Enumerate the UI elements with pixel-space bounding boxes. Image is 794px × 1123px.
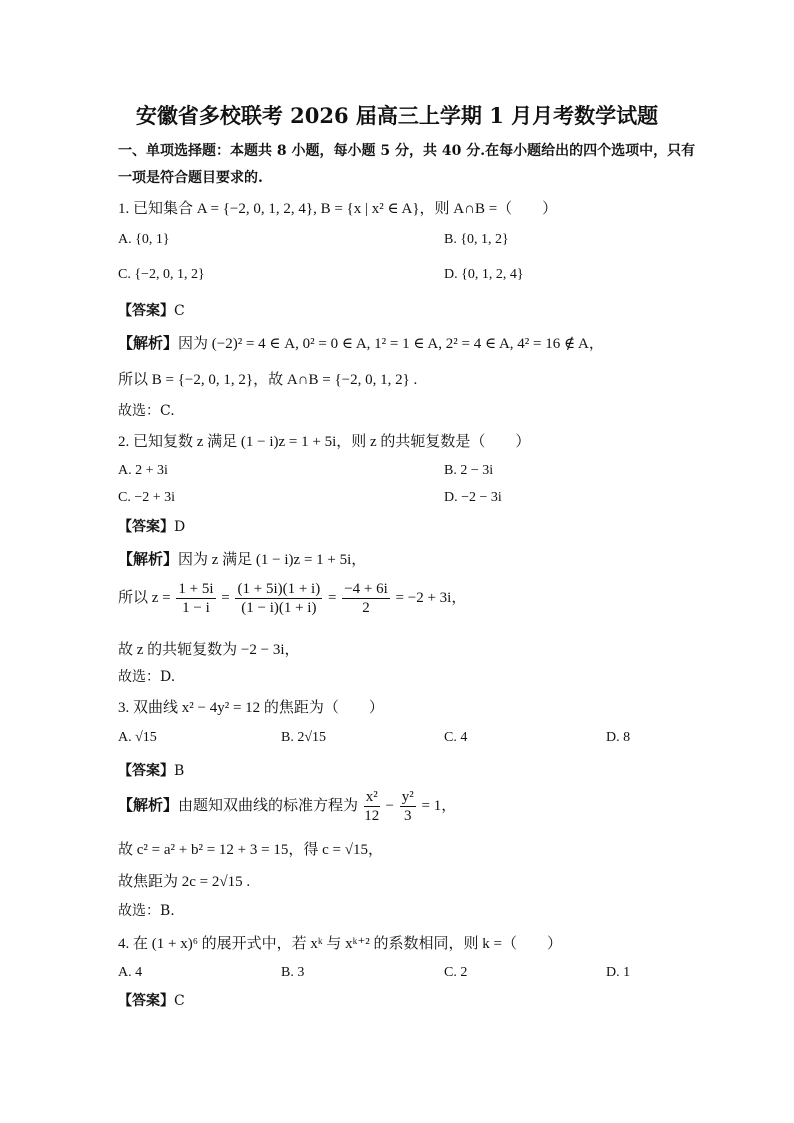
q1-option-d: D. {0, 1, 2, 4}	[444, 267, 524, 282]
section-heading-line1: 一、单项选择题：本题共 8 小题，每小题 5 分，共 40 分.在每小题给出的四个选项中，只有	[118, 143, 696, 159]
q3-answer	[118, 760, 184, 780]
answer-tag: 【答案】	[118, 519, 174, 535]
q2-analysis-1: 【解析】因为 z 满足 (1 − i)z = 1 + 5i，	[118, 552, 367, 568]
q1-analysis-1: 【解析】因为 (−2)² = 4 ∈ A, 0² = 0 ∈ A, 1² = 1 ∈ A, 2² = 4 ∈ A, 4² = 16 ∉ A，	[118, 336, 604, 352]
q3-option-d: D. 8	[606, 730, 631, 745]
q1-option-a: A. {0, 1}	[118, 232, 170, 247]
q3-option-c: C. 4	[444, 730, 468, 745]
q4-option-d: D. 1	[606, 965, 631, 980]
q3-option-b: B. 2√15	[281, 730, 327, 745]
q2-stem: 2. 已知复数 z 满足 (1 − i)z = 1 + 5i，则 z 的共轭复数是（ ）	[118, 434, 531, 450]
q3-answer-value: B	[174, 763, 185, 779]
q4-option-b: B. 3	[281, 965, 305, 980]
answer-tag: 【答案】	[118, 303, 174, 319]
q4-option-a: A. 4	[118, 965, 143, 980]
q2-answer-value: D	[174, 519, 186, 535]
fraction: $\frac{(1 + 5i)(1 + i)}{(1 - i)(1 + i)}$	[237, 581, 321, 616]
q1-option-b: B. {0, 1, 2}	[444, 232, 509, 247]
q3-choose: 故选：B.	[118, 903, 175, 919]
q2-option-a: A. 2 + 3i	[118, 463, 168, 478]
q4-answer-value: C	[174, 993, 185, 1009]
answer-tag: 【答案】	[118, 993, 174, 1009]
q1-answer	[118, 300, 185, 320]
fraction: $\frac{1 + 5i}{1 - i}$	[178, 581, 214, 616]
q1-analysis-2: 所以 B = {−2, 0, 1, 2}，故 A∩B = {−2, 0, 1, 2} .	[118, 372, 418, 388]
q4-answer	[118, 990, 185, 1010]
q2-choose: 故选：D.	[118, 669, 176, 685]
section-heading-line2: 一项是符合题目要求的.	[118, 170, 263, 186]
q3-option-a: A. √15	[118, 730, 157, 745]
q1-stem: 1. 已知集合 A = {−2, 0, 1, 2, 4}, B = {x | x² ∈ A}，则 A∩B =（ ）	[118, 201, 558, 217]
q3-analysis-2: 故 c² = a² + b² = 12 + 3 = 15，得 c = √15，	[118, 842, 383, 858]
analysis-tag: 【解析】	[118, 797, 179, 814]
fraction: $\frac{-4 + 6i}{2}$	[344, 581, 388, 616]
q1-option-c: C. {−2, 0, 1, 2}	[118, 267, 205, 282]
q3-analysis-3: 故焦距为 2c = 2√15 .	[118, 874, 251, 890]
fraction: $\frac{\text{x²}}{12}$	[364, 789, 380, 824]
q2-option-c: C. −2 + 3i	[118, 490, 176, 505]
page-title: 安徽省多校联考 2026 届高三上学期 1 月月考数学试题	[135, 103, 659, 128]
q3-analysis-1: 【解析】由题知双曲线的标准方程为 $\frac{\text{x²}}{12}$ − $\frac{\text{y²}}{3}$ = 1，	[118, 789, 457, 824]
q2-answer	[118, 516, 185, 536]
analysis-tag: 【解析】	[118, 336, 179, 352]
q2-analysis-3: 故 z 的共轭复数为 −2 − 3i，	[118, 642, 300, 658]
analysis-tag: 【解析】	[118, 552, 179, 568]
answer-tag: 【答案】	[118, 763, 174, 779]
q2-option-b: B. 2 − 3i	[444, 463, 494, 478]
q1-choose: 故选：C.	[118, 403, 175, 419]
q3-stem: 3. 双曲线 x² − 4y² = 12 的焦距为（ ）	[118, 700, 384, 716]
q2-analysis-2: 所以 z = $\frac{1 + 5i}{1 - i}$ = $\frac{(1 + 5i)(1 + i)}{(1 - i)(1 + i)}$ = $\frac{-4 + 6i}{2}$ = −2 + 3i，	[118, 581, 467, 616]
q4-option-c: C. 2	[444, 965, 468, 980]
q1-answer-value: C	[174, 303, 185, 319]
q4-stem: 4. 在 (1 + x)⁶ 的展开式中，若 xᵏ 与 xᵏ⁺² 的系数相同，则 k =（ ）	[118, 936, 563, 952]
fraction: $\frac{\text{y²}}{3}$	[401, 789, 414, 824]
q2-option-d: D. −2 − 3i	[444, 490, 502, 505]
